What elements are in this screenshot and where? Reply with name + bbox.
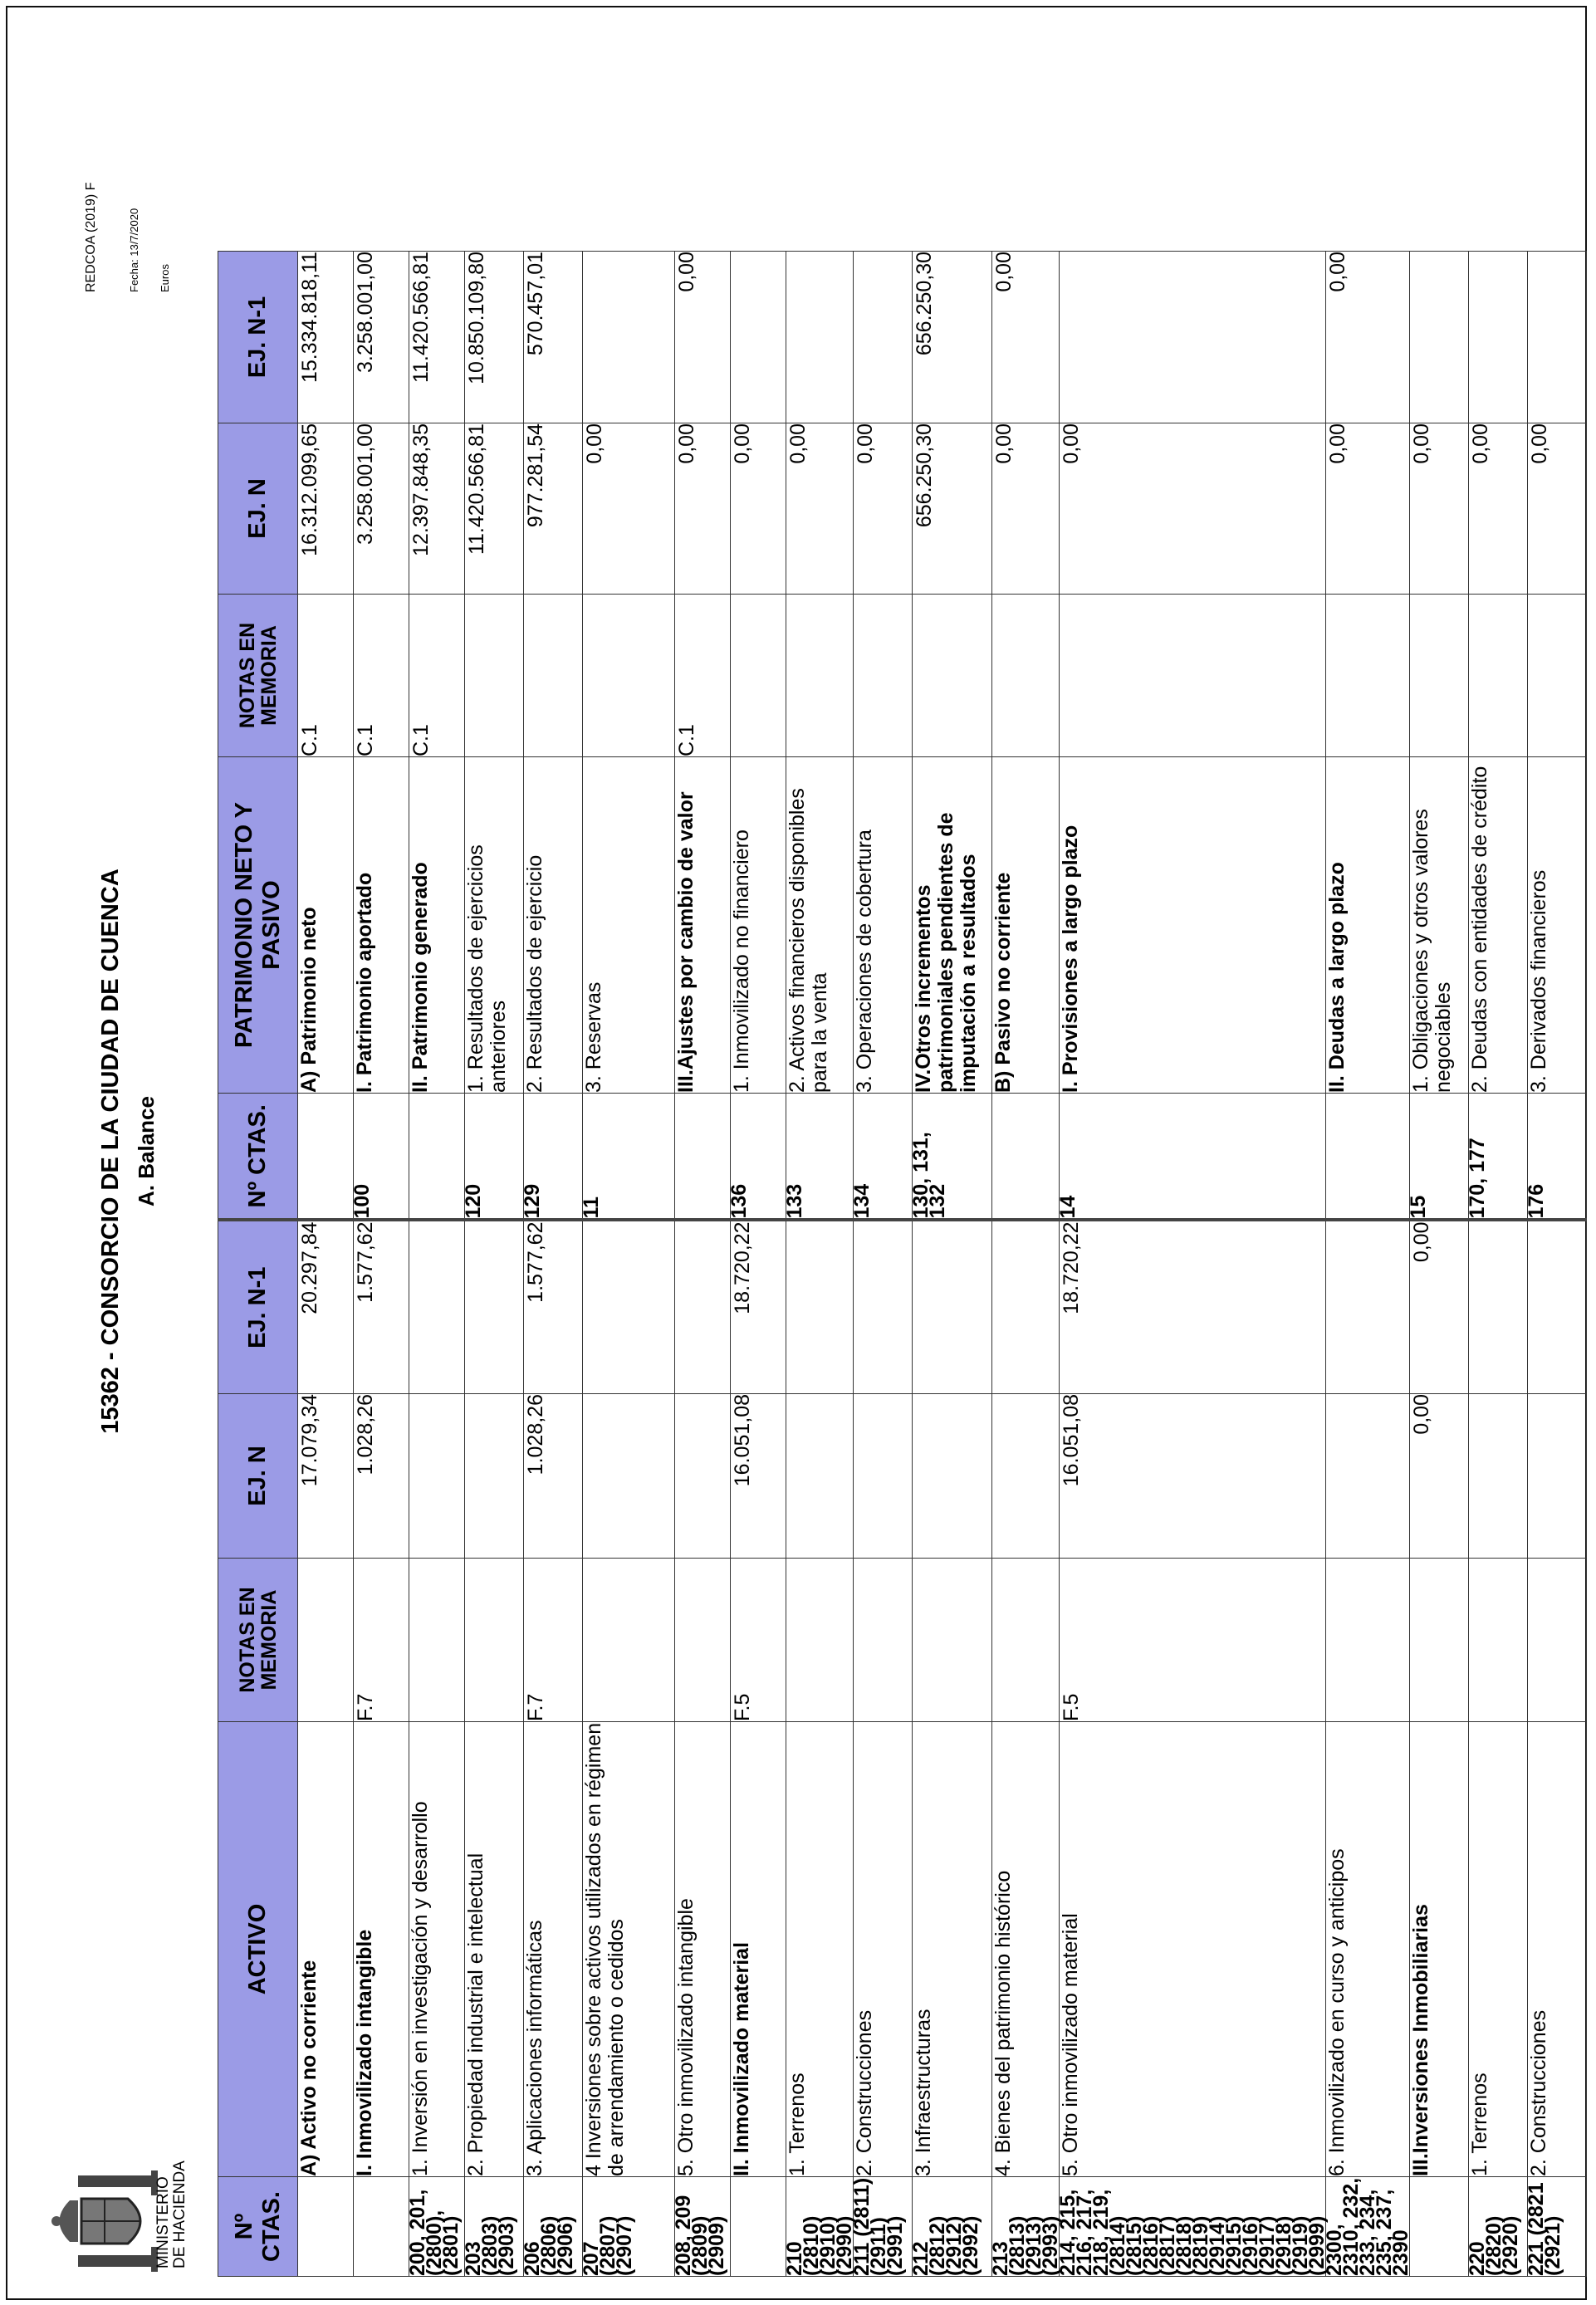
header-ej-n-2: EJ. N [218,423,298,595]
activo-note [913,1559,992,1722]
activo-ej-n1: 18.720,22 [1060,1221,1326,1394]
pasivo-ej-n: 16.312.099,65 [298,423,354,595]
activo-label: 5. Otro inmovilizado intangible [675,1722,731,2177]
account-codes: 220 (2820) (2920) [1469,2177,1528,2277]
pasivo-label: A) Patrimonio neto [298,757,354,1094]
table-row [583,252,675,2277]
table-row [675,252,731,2277]
pasivo-ej-n1: 656.250,30 [913,252,992,423]
activo-note: F.5 [731,1559,786,1722]
pasivo-note [583,595,675,757]
pasivo-ej-n: 0,00 [583,423,675,595]
activo-ej-n: 16.051,08 [731,1394,786,1559]
table-row [786,252,854,2277]
pasivo-label: 3. Operaciones de cobertura [854,757,913,1094]
activo-ej-n1: 1.577,62 [524,1221,583,1394]
pasivo-label: II. Patrimonio generado [409,757,465,1094]
activo-ej-n [675,1394,731,1559]
account-codes: 2300, 2310, 232, 233, 234, 235, 237, 2390 [1323,2177,1412,2276]
pasivo-note: C.1 [675,595,731,757]
table-row [731,252,786,2277]
account-codes: 212 (2812) (2912) (2992) [913,2177,992,2277]
pasivo-ej-n1: 0,00 [675,252,731,423]
activo-ej-n1: 1.577,62 [354,1221,409,1394]
pasivo-account-codes: 15 [1410,1094,1469,1221]
activo-ej-n [583,1394,675,1559]
activo-ej-n [465,1394,524,1559]
activo-label: II. Inmovilizado material [731,1722,786,2177]
activo-label: 2. Construcciones [1528,1722,1587,2177]
report-currency: Euros [159,264,171,292]
pasivo-account-codes: 176 [1528,1094,1587,1221]
header-notes-2: NOTAS EN MEMORIA [218,595,298,757]
pasivo-account-codes: 134 [854,1094,913,1221]
pasivo-label: 2. Deudas con entidades de crédito [1469,757,1528,1094]
activo-ej-n [1528,1394,1587,1559]
pasivo-account-codes: 130, 131, 132 [913,1094,992,1221]
pasivo-ej-n: 0,00 [1326,423,1410,595]
pasivo-note [913,595,992,757]
pasivo-ej-n1 [1528,252,1587,423]
table-row [1528,252,1587,2277]
pasivo-ej-n: 0,00 [854,423,913,595]
activo-label: I. Inmovilizado intangible [354,1722,409,2177]
pasivo-note [524,595,583,757]
activo-ej-n1: 20.297,84 [298,1221,354,1394]
pasivo-note [992,595,1060,757]
header-ej-n1-2: EJ. N-1 [218,252,298,423]
ministry-line1: MINISTERIO [154,2176,172,2268]
activo-note [465,1559,524,1722]
pasivo-account-codes: 136 [731,1094,786,1221]
report-date: Fecha: 13/7/2020 [128,208,140,292]
activo-label: 1. Terrenos [786,1722,854,2177]
activo-label: III.Inversiones Inmobiliarias [1410,1722,1469,2177]
activo-ej-n1 [465,1221,524,1394]
pasivo-note [1060,595,1326,757]
activo-note [409,1559,465,1722]
pasivo-label: 1. Obligaciones y otros valores negociables [1410,757,1469,1094]
pasivo-note [1528,595,1587,757]
activo-ej-n: 16.051,08 [1060,1394,1326,1559]
ministry-line2: DE HACIENDA [171,2161,188,2268]
activo-label: 6. Inmovilizado en curso y anticipos [1326,1722,1410,2177]
activo-ej-n1: 18.720,22 [731,1221,786,1394]
activo-ej-n: 0,00 [1410,1394,1469,1559]
activo-ej-n [1469,1394,1528,1559]
activo-note [1469,1559,1528,1722]
table-row [1469,252,1528,2277]
pasivo-ej-n1 [1410,252,1469,423]
pasivo-ej-n1 [1469,252,1528,423]
activo-label: 4. Bienes del patrimonio histórico [992,1722,1060,2177]
account-codes [298,2177,354,2277]
pasivo-label: 3. Reservas [583,757,675,1094]
pasivo-note [854,595,913,757]
activo-label: 2. Construcciones [854,1722,913,2177]
pasivo-label: IV.Otros incrementos patrimoniales pendientes de imputación a resultados [913,757,992,1094]
activo-label: 3. Aplicaciones informáticas [524,1722,583,2177]
pasivo-label: I. Patrimonio aportado [354,757,409,1094]
pasivo-ej-n: 656.250,30 [913,423,992,595]
pasivo-note: C.1 [409,595,465,757]
activo-ej-n1 [992,1221,1060,1394]
table-row [1410,252,1469,2277]
activo-note [1528,1559,1587,1722]
pasivo-note [786,595,854,757]
account-codes: 214, 215, 216, 217, 218, 219, (2814) (2815) (2816) (2817) (2818) (2819) (2914) (2915) (2916) (2917) (2918) (2919) (2999) [1060,2177,1326,2277]
pasivo-label: I. Provisiones a largo plazo [1060,757,1326,1094]
activo-ej-n1 [913,1221,992,1394]
activo-ej-n1 [409,1221,465,1394]
pasivo-account-codes: 100 [354,1094,409,1221]
pasivo-account-codes [1326,1094,1410,1221]
pasivo-ej-n1 [1060,252,1326,423]
pasivo-label: 2. Activos financieros disponibles para la venta [786,757,854,1094]
pasivo-ej-n: 0,00 [1410,423,1469,595]
pasivo-account-codes: 11 [583,1094,675,1221]
activo-label: 1. Inversión en investigación y desarrollo [409,1722,465,2177]
pasivo-note: C.1 [298,595,354,757]
header-accounts: Nº CTAS. [218,2177,298,2277]
page-subtitle: A. Balance [134,1096,159,1206]
header-ej-n: EJ. N [218,1394,298,1559]
pasivo-note [465,595,524,757]
activo-note [583,1559,675,1722]
activo-note [1410,1559,1469,1722]
pasivo-account-codes [298,1094,354,1221]
activo-label: 3. Infraestructuras [913,1722,992,2177]
balance-table [218,251,1587,2277]
table-row [1060,252,1326,2277]
pasivo-ej-n1 [731,252,786,423]
activo-label: A) Activo no corriente [298,1722,354,2177]
pasivo-label: 1. Inmovilizado no financiero [731,757,786,1094]
table-row [298,252,354,2277]
account-codes: 208, 209 (2809) (2909) [675,2177,731,2277]
pasivo-label: B) Pasivo no corriente [992,757,1060,1094]
pasivo-ej-n: 977.281,54 [524,423,583,595]
pasivo-label: 1. Resultados de ejercicios anteriores [465,757,524,1094]
activo-note [786,1559,854,1722]
pasivo-ej-n: 0,00 [675,423,731,595]
header-notes: NOTAS EN MEMORIA [218,1559,298,1722]
activo-note [298,1559,354,1722]
report-code: REDCOA (2019) F [84,182,98,292]
pasivo-note [1410,595,1469,757]
account-codes: 207 (2807) (2907) [583,2177,675,2277]
activo-note [1326,1559,1410,1722]
activo-ej-n: 1.028,26 [354,1394,409,1559]
activo-ej-n1: 0,00 [1410,1221,1469,1394]
page-title: 15362 - CONSORCIO DE LA CIUDAD DE CUENCA [97,869,124,1434]
activo-note [675,1559,731,1722]
activo-ej-n1 [1528,1221,1587,1394]
pasivo-note [1469,595,1528,757]
activo-label: 4 Inversiones sobre activos utilizados en régimen de arrendamiento o cedidos [583,1722,675,2177]
table-row [992,252,1060,2277]
pasivo-note [1326,595,1410,757]
activo-note [992,1559,1060,1722]
table-row [409,252,465,2277]
activo-ej-n: 1.028,26 [524,1394,583,1559]
activo-ej-n1 [786,1221,854,1394]
pasivo-ej-n1: 11.420.566,81 [409,252,465,423]
activo-note: F.7 [524,1559,583,1722]
activo-ej-n1 [675,1221,731,1394]
activo-note [854,1559,913,1722]
header-accounts-2: Nº CTAS. [218,1094,298,1221]
header-pasivo: PATRIMONIO NETO Y PASIVO [218,757,298,1094]
pasivo-label: 2. Resultados de ejercicio [524,757,583,1094]
pasivo-ej-n1 [854,252,913,423]
account-codes [354,2177,409,2277]
pasivo-account-codes: 170, 177 [1469,1094,1528,1221]
table-row [913,252,992,2277]
pasivo-ej-n1: 3.258.001,00 [354,252,409,423]
account-codes: 221 (2821 (2921) [1528,2177,1587,2277]
account-codes [1410,2177,1469,2277]
activo-label: 1. Terrenos [1469,1722,1528,2177]
pasivo-ej-n: 0,00 [786,423,854,595]
pasivo-account-codes: 129 [524,1094,583,1221]
activo-ej-n1 [854,1221,913,1394]
table-row [854,252,913,2277]
account-codes: 213 (2813) (2913) (2993) [992,2177,1060,2277]
table-row [465,252,524,2277]
header-activo: ACTIVO [218,1722,298,2177]
table-row [354,252,409,2277]
activo-note: F.7 [354,1559,409,1722]
pasivo-ej-n: 3.258.001,00 [354,423,409,595]
header-ej-n1: EJ. N-1 [218,1221,298,1394]
pasivo-account-codes: 14 [1060,1094,1326,1221]
activo-ej-n [992,1394,1060,1559]
table-row [524,252,583,2277]
account-codes: 210 (2810) (2910) (2990) [786,2177,854,2277]
pasivo-label: II. Deudas a largo plazo [1326,757,1410,1094]
table-row [1326,252,1410,2277]
activo-label: 5. Otro inmovilizado material [1060,1722,1326,2177]
activo-ej-n [913,1394,992,1559]
pasivo-account-codes [992,1094,1060,1221]
pasivo-ej-n1: 15.334.818,11 [298,252,354,423]
pasivo-ej-n: 0,00 [1528,423,1587,595]
pasivo-ej-n: 0,00 [731,423,786,595]
pasivo-note [731,595,786,757]
pasivo-ej-n1: 570.457,01 [524,252,583,423]
table-header-row [218,252,298,2277]
pasivo-label: 3. Derivados financieros [1528,757,1587,1094]
activo-ej-n1 [1469,1221,1528,1394]
pasivo-ej-n1: 10.850.109,80 [465,252,524,423]
account-codes: 211 (2811) (2911) (2991) [854,2177,913,2277]
pasivo-ej-n1 [583,252,675,423]
pasivo-account-codes: 133 [786,1094,854,1221]
pasivo-ej-n: 0,00 [1060,423,1326,595]
pasivo-ej-n: 11.420.566,81 [465,423,524,595]
activo-ej-n [409,1394,465,1559]
activo-ej-n [786,1394,854,1559]
activo-ej-n: 17.079,34 [298,1394,354,1559]
pasivo-account-codes: 120 [465,1094,524,1221]
account-codes: 203 (2803) (2903) [465,2177,524,2277]
pasivo-account-codes [675,1094,731,1221]
ministry-name [155,2161,188,2268]
activo-note: F.5 [1060,1559,1326,1722]
pasivo-account-codes [409,1094,465,1221]
activo-ej-n [1326,1394,1410,1559]
pasivo-ej-n1: 0,00 [1326,252,1410,423]
account-codes [731,2177,786,2277]
pasivo-ej-n1: 0,00 [992,252,1060,423]
activo-ej-n [854,1394,913,1559]
activo-ej-n1 [1326,1221,1410,1394]
pasivo-label: III.Ajustes por cambio de valor [675,757,731,1094]
pasivo-note: C.1 [354,595,409,757]
pasivo-ej-n: 12.397.848,35 [409,423,465,595]
pasivo-ej-n: 0,00 [992,423,1060,595]
account-codes: 200, 201, (2800), (2801) [409,2177,465,2277]
account-codes: 206 (2806) (2906) [524,2177,583,2277]
activo-label: 2. Propiedad industrial e intelectual [465,1722,524,2177]
pasivo-ej-n1 [786,252,854,423]
activo-ej-n1 [583,1221,675,1394]
pasivo-ej-n: 0,00 [1469,423,1528,595]
